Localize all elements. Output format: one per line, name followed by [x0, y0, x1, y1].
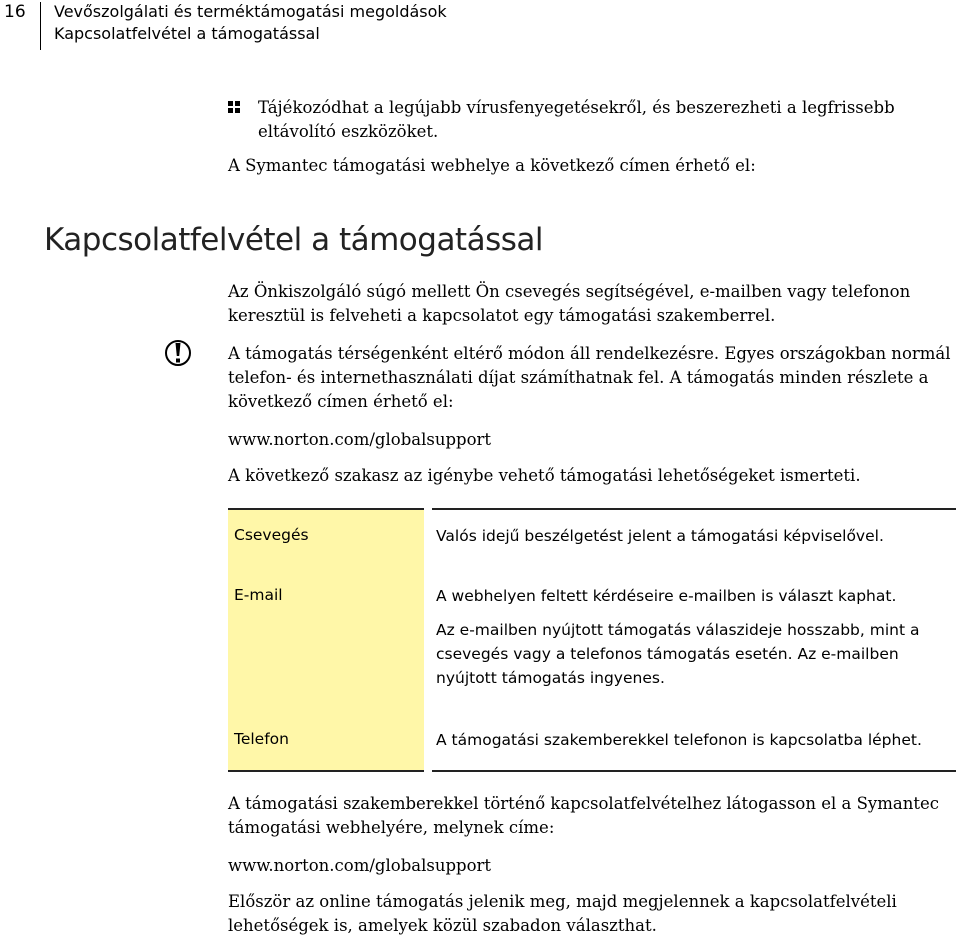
- row-label-chat: Csevegés: [234, 526, 309, 544]
- table-rule: [432, 508, 956, 510]
- warning-icon: [164, 338, 192, 368]
- row-label-email: E-mail: [234, 586, 283, 604]
- bullet-item: [228, 96, 956, 144]
- warning-paragraph: A támogatás térségenként eltérő módon áll rendelkezésre. Egyes országokban normál telefon- és internethasználati díjat számíthatnak fel. A támogatás minden részlete a következő címen érhető el:: [228, 344, 951, 411]
- table-rule: [228, 508, 424, 510]
- chapter-title: Vevőszolgálati és terméktámogatási megoldások: [54, 2, 447, 21]
- section-running-title: Kapcsolatfelvétel a támogatással: [54, 24, 320, 43]
- availability-text: A Symantec támogatási webhelye a következő címen érhető el:: [228, 156, 756, 175]
- options-intro: A következő szakasz az igénybe vehető támogatási lehetőségeket ismerteti.: [228, 466, 861, 485]
- bullet-icon: [228, 101, 240, 113]
- visit-paragraph: A támogatási szakemberekkel történő kapcsolatfelvételhez látogasson el a Symantec támogatási webhelyére, melynek címe:: [228, 794, 939, 837]
- section-title: Kapcsolatfelvétel a támogatással: [44, 222, 543, 258]
- page-header: [0, 0, 960, 52]
- row-desc-email-1: A webhelyen feltett kérdéseire e-mailben is választ kaphat.: [436, 587, 897, 605]
- intro-paragraph: Az Önkiszolgáló súgó mellett Ön csevegés segítségével, e-mailben vagy telefonon keresztül is felveheti a kapcsolatot egy támogatási szakemberrel.: [228, 282, 911, 325]
- bullet-text: Tájékozódhat a legújabb vírusfenyegetésekről, és beszerezheti a legfrissebb eltávolító eszközöket.: [258, 98, 895, 141]
- support-url-2[interactable]: www.norton.com/globalsupport: [228, 856, 492, 875]
- support-url[interactable]: www.norton.com/globalsupport: [228, 430, 492, 449]
- table-rule: [432, 770, 956, 772]
- row-desc-email-2: Az e-mailben nyújtott támogatás válaszideje hosszabb, mint a csevegés vagy a telefonos támogatás esetén. Az e-mailben nyújtott támogatás ingyenes.: [436, 621, 920, 687]
- table-rule: [228, 770, 424, 772]
- page-number: 16: [4, 2, 26, 22]
- row-desc-phone: A támogatási szakemberekkel telefonon is kapcsolatba léphet.: [436, 731, 922, 749]
- row-label-phone: Telefon: [234, 730, 289, 748]
- final-paragraph: Először az online támogatás jelenik meg, majd megjelennek a kapcsolatfelvételi lehetőségek is, amelyek közül szabadon választhat.: [228, 892, 897, 935]
- header-divider: [40, 2, 41, 50]
- row-desc-chat: Valós idejű beszélgetést jelent a támogatási képviselővel.: [436, 527, 884, 545]
